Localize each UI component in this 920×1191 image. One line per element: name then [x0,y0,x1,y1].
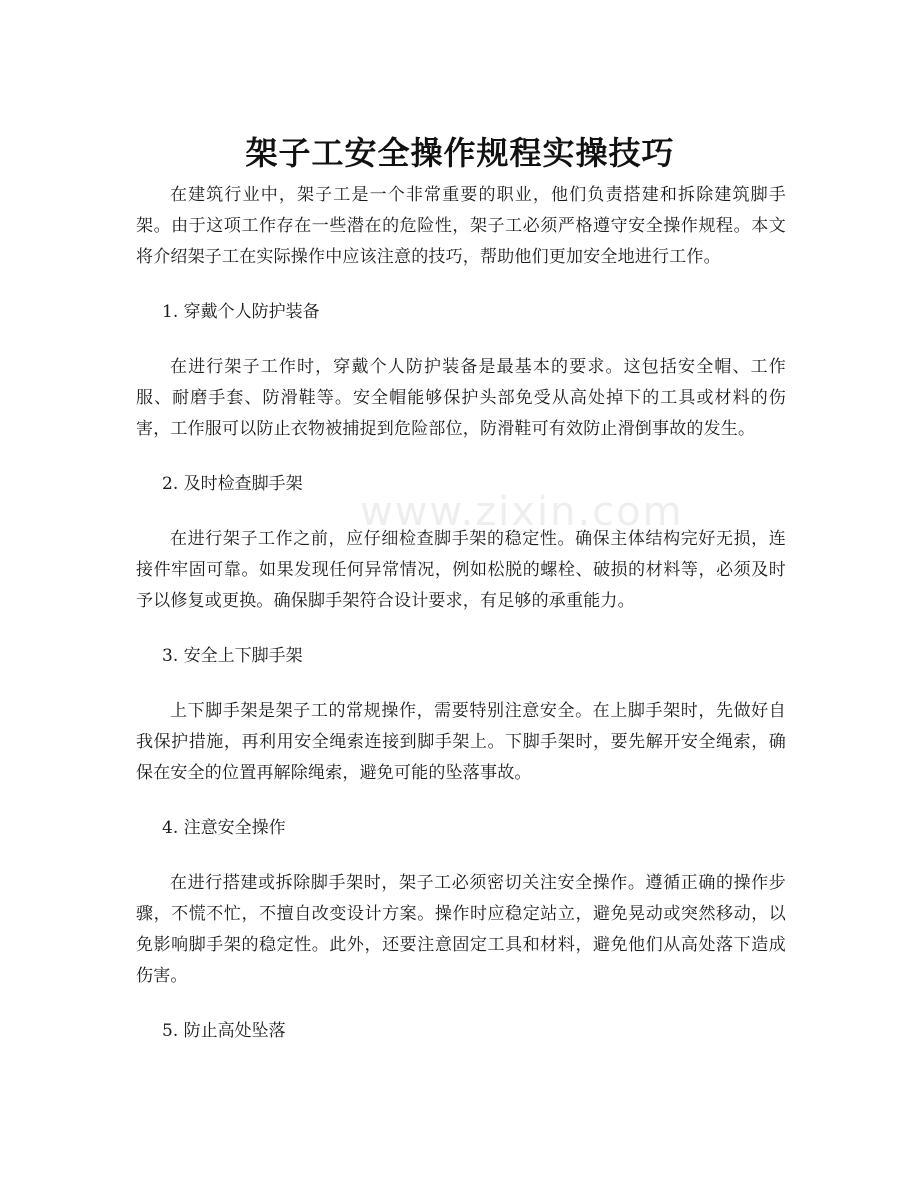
section-heading-5: 5. 防止高处坠落 [162,1021,286,1041]
section-heading-3: 3. 安全上下脚手架 [162,646,303,666]
document-body [136,180,786,1071]
section-heading-1: 1. 穿戴个人防护装备 [162,302,320,322]
section-heading-2: 2. 及时检查脚手架 [162,474,303,494]
section-paragraph-1: 在进行架子工作时，穿戴个人防护装备是最基本的要求。这包括安全帽、工作服、耐磨手套、防滑鞋等。安全帽能够保护头部免受从高处掉下的工具或材料的伤害，工作服可以防止衣物被捕捉到危险部位，防滑鞋可有效防止滑倒事故的发生。 [136,357,786,439]
section-paragraph-3: 上下脚手架是架子工的常规操作，需要特别注意安全。在上脚手架时，先做好自我保护措施，再利用安全绳索连接到脚手架上。下脚手架时，要先解开安全绳索，确保在安全的位置再解除绳索，避免可能的坠落事故。 [136,701,786,783]
watermark: www.zixin.com [360,489,684,535]
intro-paragraph: 在建筑行业中，架子工是一个非常重要的职业，他们负责搭建和拆除建筑脚手架。由于这项工作存在一些潜在的危险性，架子工必须严格遵守安全操作规程。本文将介绍架子工在实际操作中应该注意的技巧，帮助他们更加安全地进行工作。 [136,185,786,267]
page-title: 架子工安全操作规程实操技巧 [245,134,675,173]
section-paragraph-2: 在进行架子工作之前，应仔细检查脚手架的稳定性。确保主体结构完好无损，连接件牢固可靠。如果发现任何异常情况，例如松脱的螺栓、破损的材料等，必须及时予以修复或更换。确保脚手架符合设计要求，有足够的承重能力。 [136,529,786,611]
section-heading-4: 4. 注意安全操作 [162,818,286,838]
section-paragraph-4: 在进行搭建或拆除脚手架时，架子工必须密切关注安全操作。遵循正确的操作步骤，不慌不忙，不擅自改变设计方案。操作时应稳定站立，避免晃动或突然移动，以免影响脚手架的稳定性。此外，还要注意固定工具和材料，避免他们从高处落下造成伤害。 [136,873,786,986]
